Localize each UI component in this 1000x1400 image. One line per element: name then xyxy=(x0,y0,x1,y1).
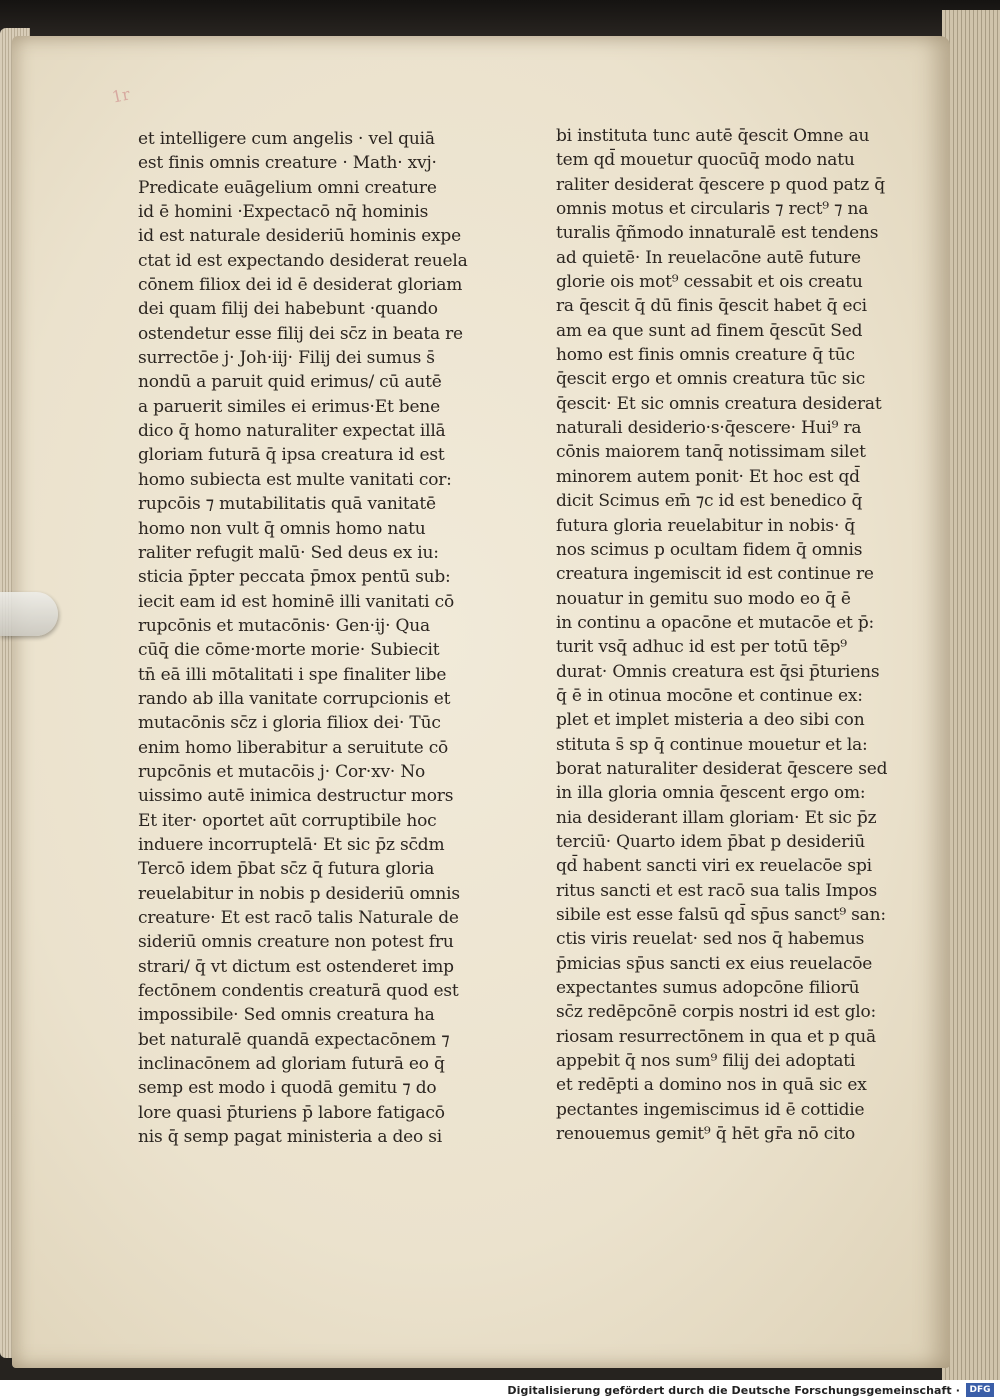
text-line: inclinacōnem ad gloriam futurā eo q̄ xyxy=(138,1054,445,1075)
text-line: futura gloria reuelabitur in nobis· q̄ xyxy=(556,515,856,536)
text-line: in illa gloria omnia q̄escent ergo om: xyxy=(556,783,866,804)
text-line: gloriam futurā q̄ ipsa creatura id est xyxy=(138,445,445,466)
text-line: ra q̄escit q̄ dū finis q̄escit habet q̄ eci xyxy=(556,296,867,317)
text-line: id ē homini ·Expectacō nq̄ hominis xyxy=(138,202,429,223)
text-line: homo subiecta est multe vanitati cor: xyxy=(138,469,452,490)
text-line: am ea que sunt ad finem q̄escūt Sed xyxy=(556,320,863,341)
text-line: q̄ ē in otinua mocōne et continue ex: xyxy=(556,685,863,706)
text-line: homo non vult q̄ omnis homo natu xyxy=(138,518,426,539)
text-line: tn̄ eā illi mōtalitati i spe finaliter libe xyxy=(138,664,447,685)
text-line: induere incorruptelā· Et sic p̄z sc̄dm xyxy=(138,834,445,855)
left-text-column xyxy=(138,127,478,1149)
text-line: ctis viris reuelat· sed nos q̄ habemus xyxy=(556,929,865,950)
text-line: ritus sancti et est racō sua talis Impos xyxy=(556,880,878,901)
text-line: sc̄z redēpcōnē corpis nostri id est glo: xyxy=(556,1002,877,1023)
text-line: dico q̄ homo naturaliter expectat illā xyxy=(138,421,446,442)
text-line: renouemus gemit⁹ q̄ hēt gr̄a nō cito xyxy=(556,1124,856,1145)
scan-top-shadow xyxy=(0,0,1000,40)
text-line: riosam resurrectōnem in qua et p quā xyxy=(556,1026,876,1047)
text-line: reuelabitur in nobis p desideriū omnis xyxy=(138,883,460,904)
text-line: Tercō idem p̄bat sc̄z q̄ futura gloria xyxy=(138,859,435,880)
text-line: semp est modo i quodā gemitu ⁊ do xyxy=(138,1078,437,1099)
text-line: rupcōnis et mutacōnis· Gen·ij· Qua xyxy=(138,615,430,636)
right-text-column xyxy=(556,124,896,1146)
text-line: nouatur in gemitu suo modo eo q̄ ē xyxy=(556,588,851,609)
funding-credit: Digitalisierung gefördert durch die Deutsche Forschungsgemeinschaft · xyxy=(507,1384,960,1397)
text-line: creatura ingemiscit id est continue re xyxy=(556,564,874,585)
text-line: expectantes sumus adopcōne filiorū xyxy=(556,978,860,999)
text-line: bet naturalē quandā expectacōnem ⁊ xyxy=(138,1029,450,1050)
text-line: sibile est esse falsū qd̄ sp̄us sanct⁹ san: xyxy=(556,905,886,925)
text-line: ctat id est expectando desiderat reuela xyxy=(138,250,468,271)
text-line: ostendetur esse filij dei sc̄z in beata re xyxy=(138,323,463,344)
text-line: durat· Omnis creatura est q̄si p̄turiens xyxy=(556,661,880,682)
text-line: rupcōnis et mutacōis j· Cor·xv· No xyxy=(138,761,426,782)
text-line: Predicate euāgelium omni creature xyxy=(138,177,437,198)
text-line: strari/ q̄ vt dictum est ostenderet imp xyxy=(138,956,454,977)
text-line: stituta s̄ sp q̄ continue mouetur et la: xyxy=(556,734,868,755)
page-clip xyxy=(0,592,58,636)
text-line: nos scimus p ocultam fidem q̄ omnis xyxy=(556,539,863,560)
text-line: a paruerit similes ei erimus·Et bene xyxy=(138,396,440,417)
text-line: rando ab illa vanitate corrupcionis et xyxy=(138,688,451,709)
text-line: Et iter· oportet aūt corruptibile hoc xyxy=(138,810,437,831)
text-line: naturali desiderio·s·q̄escere· Hui⁹ ra xyxy=(556,418,862,439)
page-edges-right xyxy=(942,10,1000,1380)
text-line: appebit q̄ nos sum⁹ filij dei adoptati xyxy=(556,1051,856,1072)
text-line: glorie ois mot⁹ cessabit et ois creatu xyxy=(556,272,863,293)
text-line: mutacōnis sc̄z i gloria filiox dei· Tūc xyxy=(138,713,441,734)
text-line: impossibile· Sed omnis creatura ha xyxy=(138,1005,435,1026)
text-line: surrectōe j· Joh·iij· Filij dei sumus s̄ xyxy=(138,348,435,369)
text-line: raliter desiderat q̄escere p quod patz q̄ xyxy=(556,174,885,195)
text-line: uissimo autē inimica destructur mors xyxy=(138,786,454,807)
text-line: cūq̄ die cōme·morte morie· Subiecit xyxy=(138,640,440,661)
text-line: plet et implet misteria a deo sibi con xyxy=(556,710,865,731)
text-line: cōnis maiorem tanq̄ notissimam silet xyxy=(556,442,866,463)
text-line: lore quasi p̄turiens p̄ labore fatigacō xyxy=(138,1102,445,1123)
text-line: turalis q̄ñmodo innaturalē est tendens xyxy=(556,223,879,244)
text-line: iecit eam id est hominē illi vanitati cō xyxy=(138,591,454,612)
text-line: nis q̄ semp pagat ministeria a deo si xyxy=(138,1127,443,1148)
text-line: bi instituta tunc autē q̄escit Omne au xyxy=(556,126,870,146)
folio-mark: 1r xyxy=(110,84,132,107)
text-line: minorem autem ponit· Et hoc est qd̄ xyxy=(556,466,860,487)
text-line: sticia p̄pter peccata p̄mox pentū sub: xyxy=(138,567,451,588)
dfg-logo: DFG xyxy=(966,1383,994,1397)
text-line: q̄escit ergo et omnis creatura tūc sic xyxy=(556,369,866,390)
text-line: nia desiderant illam gloriam· Et sic p̄z xyxy=(556,807,877,828)
text-line: borat naturaliter desiderat q̄escere sed xyxy=(556,758,888,779)
footer-bar xyxy=(0,1380,1000,1400)
text-line: dei quam filij dei habebunt ·quando xyxy=(138,299,438,320)
text-line: ad quietē· In reuelacōne autē future xyxy=(556,247,861,268)
text-line: id est naturale desideriū hominis expe xyxy=(138,226,461,247)
text-line: rupcōis ⁊ mutabilitatis quā vanitatē xyxy=(138,494,436,515)
text-line: et intelligere cum angelis · vel quiā xyxy=(138,129,435,149)
text-line: raliter refugit malū· Sed deus ex iu: xyxy=(138,542,439,563)
text-line: creature· Et est racō talis Naturale de xyxy=(138,908,459,928)
text-line: fectōnem condentis creaturā quod est xyxy=(138,981,459,1002)
text-line: homo est finis omnis creature q̄ tūc xyxy=(556,345,855,366)
text-line: nondū a paruit quid erimus/ cū autē xyxy=(138,372,442,393)
text-line: in continu a opacōne et mutacōe et p̄: xyxy=(556,612,875,633)
text-line: cōnem filiox dei id ē desiderat gloriam xyxy=(138,275,463,296)
text-line: omnis motus et circularis ⁊ rect⁹ ⁊ na xyxy=(556,199,869,220)
text-line: tem qd̄ mouetur quocūq̄ modo natu xyxy=(556,150,855,171)
text-line: qd̄ habent sancti viri ex reuelacōe spi xyxy=(556,856,872,877)
text-line: pectantes ingemiscimus id ē cottidie xyxy=(556,1099,865,1120)
text-line: et redēpti a domino nos in quā sic ex xyxy=(556,1075,867,1096)
text-line: enim homo liberabitur a seruitute cō xyxy=(138,737,449,758)
text-line: p̄micias sp̄us sancti ex eius reuelacōe xyxy=(556,953,873,974)
text-line: terciū· Quarto idem p̄bat p desideriū xyxy=(556,831,866,852)
text-line: turit vsq̄ adhuc id est per totū tēp⁹ xyxy=(556,637,847,658)
text-line: est finis omnis creature · Math· xvj· xyxy=(138,153,437,174)
text-line: q̄escit· Et sic omnis creatura desiderat xyxy=(556,393,882,414)
text-line: dicit Scimus em̄ ⁊c id est benedico q̄ xyxy=(556,491,863,512)
text-line: sideriū omnis creature non potest fru xyxy=(138,932,454,953)
